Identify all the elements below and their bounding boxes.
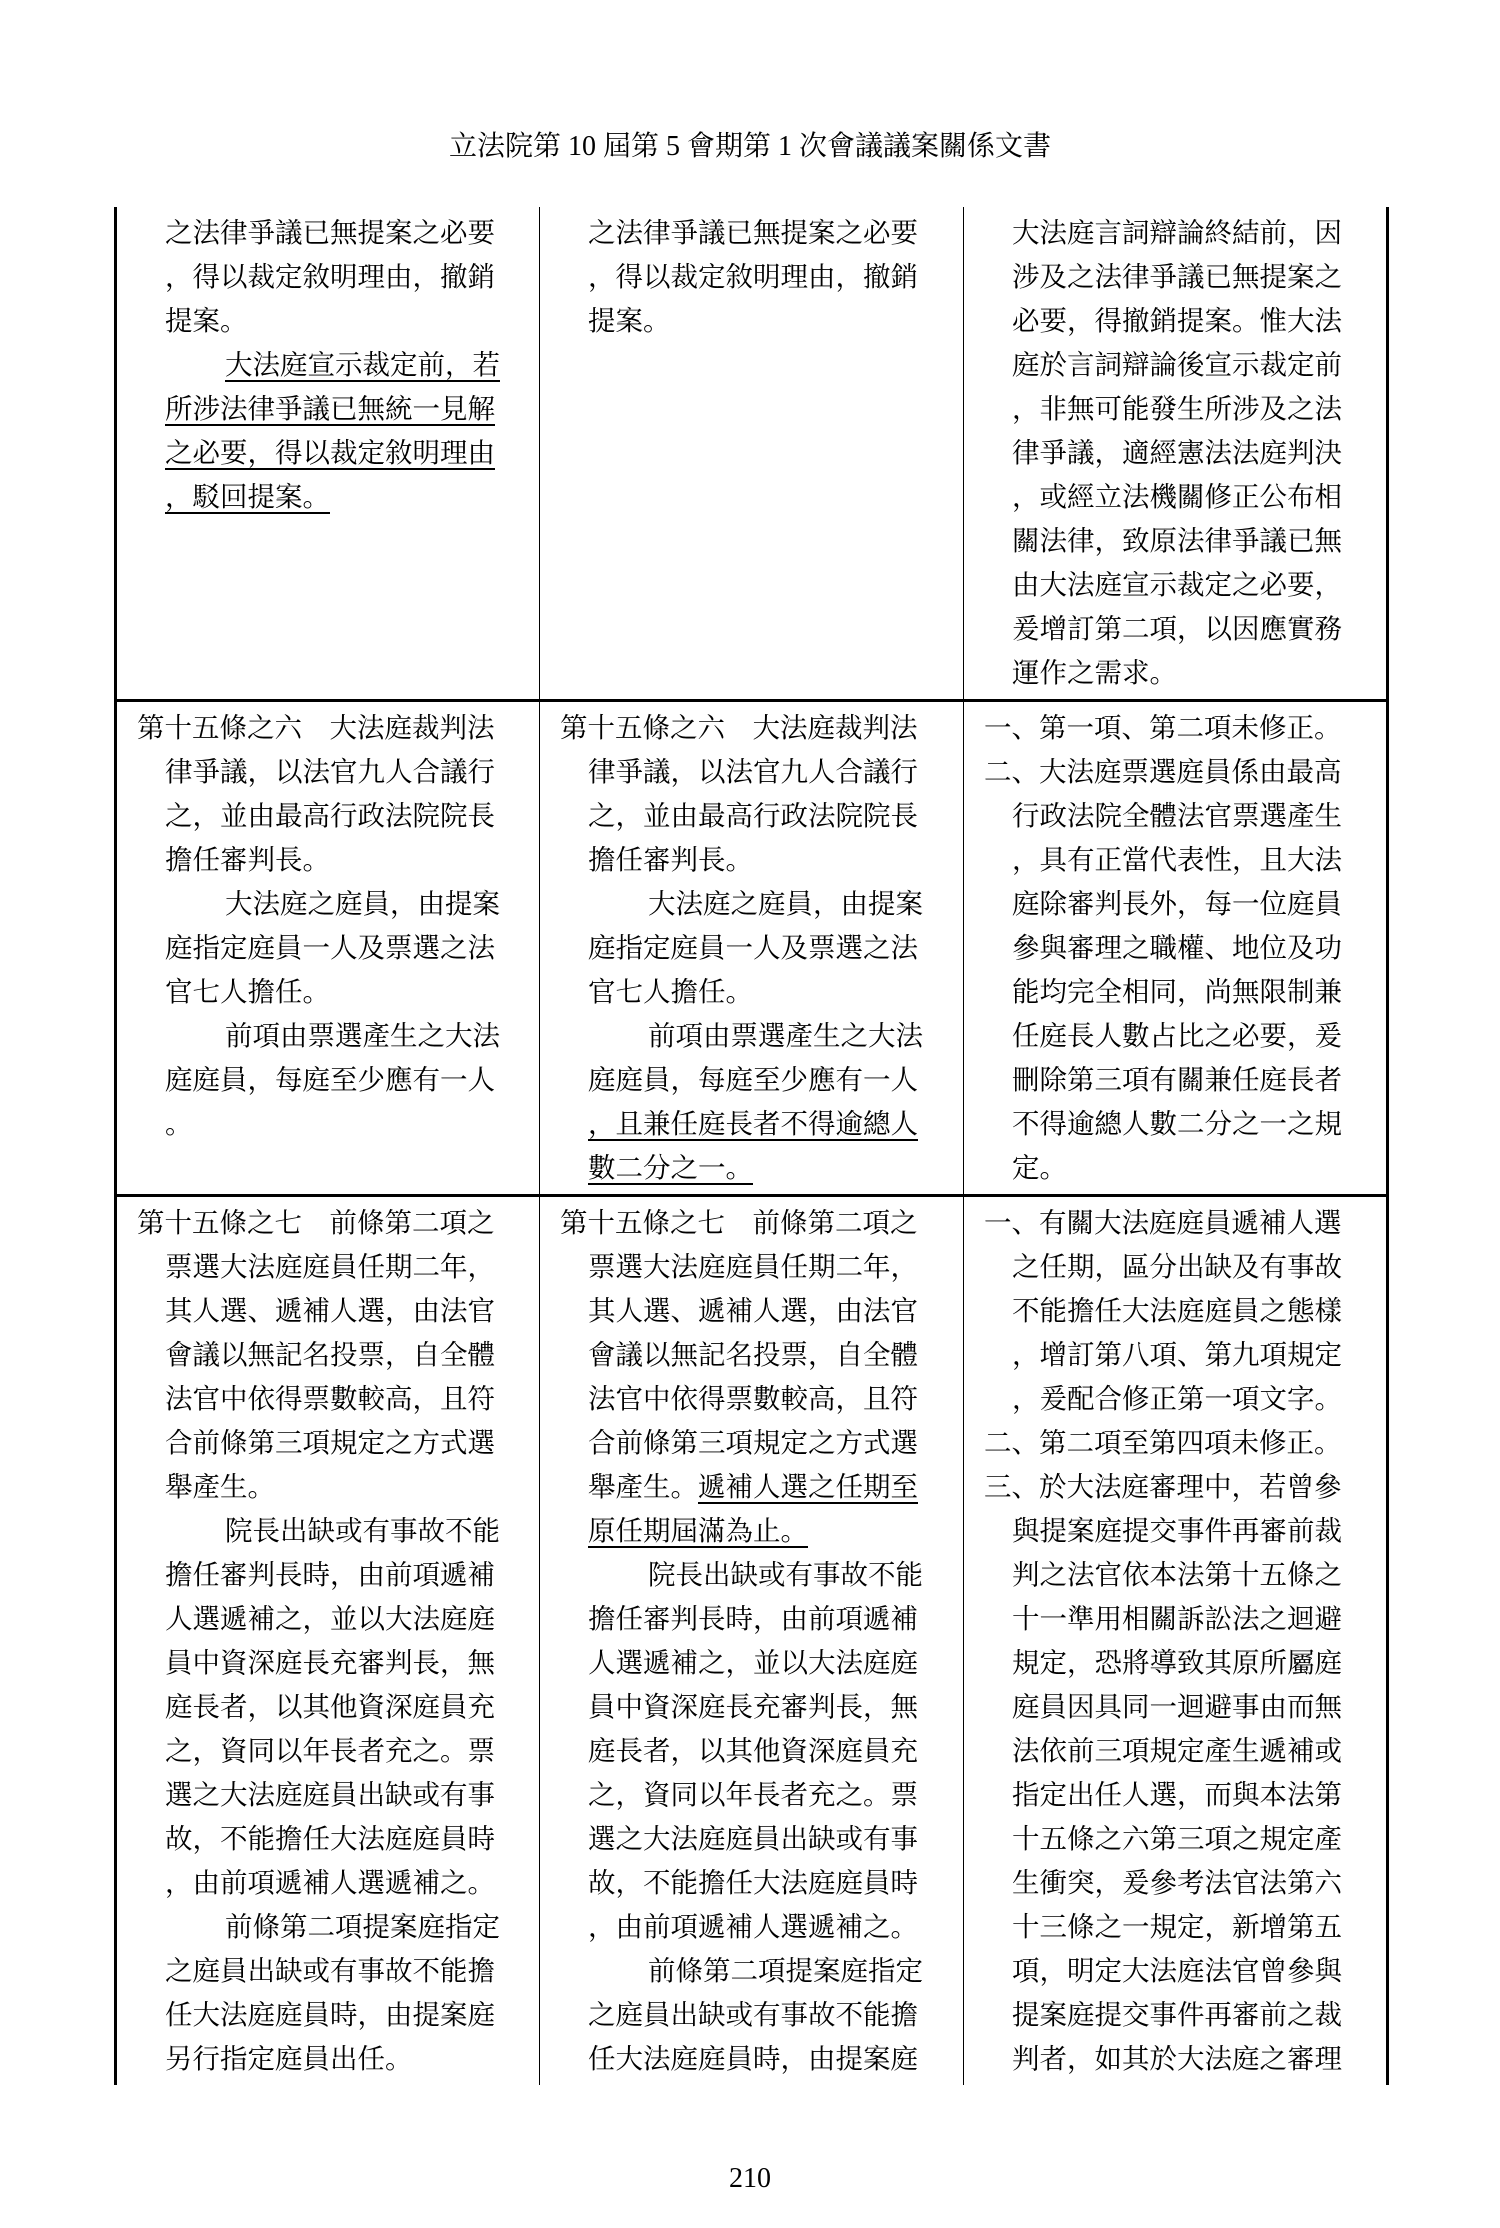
text-line: [540, 1817, 963, 1861]
line-text: 關法律，致原法律爭議已無: [1012, 525, 1342, 556]
line-text: 庭於言詞辯論後宣示裁定前: [1012, 349, 1342, 380]
line-text: 庭長者，以其他資深庭員充: [588, 1735, 918, 1766]
line-text: 大法庭之庭員，由提案: [648, 888, 923, 919]
text-line: [964, 1861, 1386, 1905]
line-text: 員中資深庭長充審判長，無: [165, 1647, 495, 1678]
document-header: 立法院第 10 屆第 5 會期第 1 次會議議案關係文書: [448, 131, 1051, 162]
underlined-amendment-text: ，且兼任庭長者不得逾總人: [588, 1108, 918, 1139]
line-text: 庭庭員，每庭至少應有一人: [588, 1064, 918, 1095]
text-line: [540, 1289, 963, 1333]
line-text: 行政法院全體法官票選產生: [1012, 800, 1342, 831]
line-text: 舉產生。: [165, 1471, 275, 1502]
line-text: 之法律爭議已無提案之必要: [588, 217, 918, 248]
text-line: [964, 431, 1386, 475]
line-text: 人選遞補之，並以大法庭庭: [165, 1603, 495, 1634]
line-text: 庭員因具同一迴避事由而無: [1012, 1691, 1342, 1722]
text-line: [964, 2037, 1386, 2081]
line-text: ，爰配合修正第一項文字。: [1012, 1383, 1342, 1414]
underlined-amendment-text: 所涉法律爭議已無統一見解: [165, 393, 495, 424]
line-text: 規定，恐將導致其原所屬庭: [1012, 1647, 1342, 1678]
text-line: [117, 431, 539, 475]
text-line: [964, 706, 1386, 750]
text-line: [964, 1905, 1386, 1949]
text-line: [540, 1201, 963, 1245]
text-line: [964, 1058, 1386, 1102]
line-text: 之，並由最高行政法院院長: [588, 800, 918, 831]
line-text: ，或經立法機關修正公布相: [1012, 481, 1342, 512]
underlined-amendment-text: 原任期屆滿為止。: [588, 1515, 808, 1546]
text-line: [964, 299, 1386, 343]
text-line: [540, 1465, 963, 1509]
underlined-amendment-text: ，駁回提案。: [165, 481, 330, 512]
line-text: 另行指定庭員出任。: [165, 2043, 413, 2074]
text-line: [540, 1058, 963, 1102]
text-line: [117, 1817, 539, 1861]
text-line: [540, 1949, 963, 1993]
text-line: [964, 1146, 1386, 1190]
page-number: 210: [729, 2163, 771, 2194]
line-text: 指定出任人選，而與本法第: [1012, 1779, 1342, 1810]
text-line: [964, 882, 1386, 926]
text-line: [540, 1861, 963, 1905]
text-line: [964, 838, 1386, 882]
text-line: [964, 651, 1386, 695]
line-text: 三、於大法庭審理中，若曾參: [984, 1471, 1342, 1502]
line-text: 與提案庭提交事件再審前裁: [1012, 1515, 1342, 1546]
line-text: 定。: [1012, 1152, 1067, 1183]
line-text: 十五條之六第三項之規定產: [1012, 1823, 1342, 1854]
text-line: [117, 1993, 539, 2037]
text-line: [540, 1245, 963, 1289]
cell-explanation: [964, 702, 1389, 1194]
text-line: [117, 343, 539, 387]
line-text: 任大法庭庭員時，由提案庭: [165, 1999, 495, 2030]
line-text: ，由前項遞補人選遞補之。: [588, 1911, 918, 1942]
text-line: [540, 750, 963, 794]
line-text: 提案。: [588, 305, 671, 336]
text-line: [540, 1014, 963, 1058]
line-text: 不能擔任大法庭庭員之態樣: [1012, 1295, 1342, 1326]
text-line: [540, 299, 963, 343]
text-line: [540, 1333, 963, 1377]
text-line: [964, 1201, 1386, 1245]
text-line: [117, 1597, 539, 1641]
text-line: [964, 387, 1386, 431]
text-line: [117, 838, 539, 882]
line-text: 提案。: [165, 305, 248, 336]
comparison-table: [114, 207, 1389, 2085]
line-text: 擔任審判長時，由前項遞補: [165, 1559, 495, 1590]
text-line: [964, 1014, 1386, 1058]
line-text: 法依前三項規定產生遞補或: [1012, 1735, 1342, 1766]
text-line: [964, 563, 1386, 607]
line-text: 運作之需求。: [1012, 657, 1177, 688]
text-line: [117, 1465, 539, 1509]
line-text: 舉產生。: [588, 1471, 698, 1502]
text-line: [964, 1597, 1386, 1641]
text-line: [964, 926, 1386, 970]
line-text: 票選大法庭庭員任期二年，: [165, 1251, 495, 1282]
underlined-amendment-text: 數二分之一。: [588, 1152, 753, 1183]
line-text: 庭指定庭員一人及票選之法: [588, 932, 918, 963]
line-text: 法官中依得票數較高，且符: [165, 1383, 495, 1414]
text-line: [540, 1102, 963, 1146]
text-line: [117, 387, 539, 431]
line-text: 項，明定大法庭法官曾參與: [1012, 1955, 1342, 1986]
line-text: 庭長者，以其他資深庭員充: [165, 1691, 495, 1722]
text-line: [964, 1641, 1386, 1685]
line-text: 會議以無記名投票，自全體: [165, 1339, 495, 1370]
line-text: ，具有正當代表性，且大法: [1012, 844, 1342, 875]
line-text: 之，資同以年長者充之。票: [588, 1779, 918, 1810]
line-text: 會議以無記名投票，自全體: [588, 1339, 918, 1370]
line-text: 院長出缺或有事故不能: [225, 1515, 500, 1546]
text-line: [117, 2037, 539, 2081]
text-line: [964, 1729, 1386, 1773]
text-line: [117, 1905, 539, 1949]
text-line: [540, 926, 963, 970]
line-text: ，由前項遞補人選遞補之。: [165, 1867, 495, 1898]
text-line: [117, 882, 539, 926]
text-line: [117, 1201, 539, 1245]
text-line: [540, 1905, 963, 1949]
line-text: 之法律爭議已無提案之必要: [165, 217, 495, 248]
line-text: 擔任審判長。: [165, 844, 330, 875]
text-line: [540, 1993, 963, 2037]
line-text: 法官中依得票數較高，且符: [588, 1383, 918, 1414]
text-line: [964, 1993, 1386, 2037]
line-text: 庭指定庭員一人及票選之法: [165, 932, 495, 963]
table-row: [114, 699, 1389, 1194]
text-line: [540, 1146, 963, 1190]
cell-explanation: [964, 1197, 1389, 2085]
text-line: [964, 1245, 1386, 1289]
line-text: 之任期，區分出缺及有事故: [1012, 1251, 1342, 1282]
line-text: 官七人擔任。: [588, 976, 753, 1007]
text-line: [117, 1553, 539, 1597]
text-line: [964, 1817, 1386, 1861]
line-text: 二、大法庭票選庭員係由最高: [984, 756, 1342, 787]
cell-amended-text: [114, 207, 540, 699]
text-line: [964, 1102, 1386, 1146]
line-text: 前項由票選產生之大法: [225, 1020, 500, 1051]
text-line: [540, 1641, 963, 1685]
line-text: 大法庭言詞辯論終結前，因: [1012, 217, 1342, 248]
line-text: ，得以裁定敘明理由，撤銷: [588, 261, 918, 292]
text-line: [117, 1102, 539, 1146]
text-line: [117, 1377, 539, 1421]
text-line: [117, 1245, 539, 1289]
underlined-amendment-text: 之必要，得以裁定敘明理由: [165, 437, 495, 468]
cell-current-text: [540, 1197, 964, 2085]
text-line: [964, 1685, 1386, 1729]
text-line: [117, 475, 539, 519]
text-line: [117, 1773, 539, 1817]
line-text: 律爭議，以法官九人合議行: [588, 756, 918, 787]
cell-amended-text: [114, 1197, 540, 2085]
line-text: 其人選、遞補人選，由法官: [165, 1295, 495, 1326]
line-text: 前條第二項提案庭指定: [648, 1955, 923, 1986]
text-line: [117, 1058, 539, 1102]
text-line: [964, 1421, 1386, 1465]
line-text: 票選大法庭庭員任期二年，: [588, 1251, 918, 1282]
text-line: [964, 1333, 1386, 1377]
line-text: 擔任審判長。: [588, 844, 753, 875]
cell-explanation: [964, 207, 1389, 699]
text-line: [117, 1421, 539, 1465]
line-text: 不得逾總人數二分之一之規: [1012, 1108, 1342, 1139]
text-line: [964, 255, 1386, 299]
text-line: [540, 2037, 963, 2081]
line-text: 十三條之一規定，新增第五: [1012, 1911, 1342, 1942]
text-line: [540, 838, 963, 882]
text-line: [540, 1377, 963, 1421]
line-text: 合前條第三項規定之方式選: [588, 1427, 918, 1458]
line-text: 參與審理之職權、地位及功: [1012, 932, 1342, 963]
line-text: 人選遞補之，並以大法庭庭: [588, 1647, 918, 1678]
line-text: 第十五條之七 前條第二項之: [560, 1207, 918, 1238]
line-text: 判之法官依本法第十五條之: [1012, 1559, 1342, 1590]
text-line: [540, 970, 963, 1014]
line-text: 第十五條之七 前條第二項之: [137, 1207, 495, 1238]
text-line: [540, 1553, 963, 1597]
text-line: [540, 255, 963, 299]
table-row: [114, 207, 1389, 699]
line-text: 生衝突，爰參考法官法第六: [1012, 1867, 1342, 1898]
text-line: [117, 926, 539, 970]
text-line: [117, 211, 539, 255]
text-line: [964, 1509, 1386, 1553]
underlined-amendment-text: 大法庭宣示裁定前，若: [225, 349, 500, 380]
line-text: 其人選、遞補人選，由法官: [588, 1295, 918, 1326]
line-text: 爰增訂第二項，以因應實務: [1012, 613, 1342, 644]
line-text: ，非無可能發生所涉及之法: [1012, 393, 1342, 424]
line-text: 選之大法庭庭員出缺或有事: [165, 1779, 495, 1810]
line-text: 擔任審判長時，由前項遞補: [588, 1603, 918, 1634]
text-line: [964, 607, 1386, 651]
text-line: [540, 794, 963, 838]
line-text: 之，並由最高行政法院院長: [165, 800, 495, 831]
line-text: 故，不能擔任大法庭庭員時: [165, 1823, 495, 1854]
text-line: [540, 706, 963, 750]
line-text: 刪除第三項有關兼任庭長者: [1012, 1064, 1342, 1095]
line-text: 任大法庭庭員時，由提案庭: [588, 2043, 918, 2074]
line-text: 官七人擔任。: [165, 976, 330, 1007]
text-line: [117, 299, 539, 343]
text-line: [964, 1377, 1386, 1421]
text-line: [117, 255, 539, 299]
text-line: [964, 1553, 1386, 1597]
line-text: 一、有關大法庭庭員遞補人選: [984, 1207, 1342, 1238]
line-text: 故，不能擔任大法庭庭員時: [588, 1867, 918, 1898]
text-line: [117, 1861, 539, 1905]
text-line: [117, 970, 539, 1014]
line-text: 任庭長人數占比之必要，爰: [1012, 1020, 1342, 1051]
text-line: [964, 211, 1386, 255]
text-line: [964, 519, 1386, 563]
text-line: [540, 882, 963, 926]
line-text: 。: [165, 1108, 193, 1139]
line-text: 前項由票選產生之大法: [648, 1020, 923, 1051]
line-text: 院長出缺或有事故不能: [648, 1559, 923, 1590]
line-text: 合前條第三項規定之方式選: [165, 1427, 495, 1458]
text-line: [117, 1729, 539, 1773]
text-line: [117, 1289, 539, 1333]
line-text: 二、第二項至第四項未修正。: [984, 1427, 1342, 1458]
text-line: [964, 750, 1386, 794]
text-line: [117, 706, 539, 750]
line-text: 第十五條之六 大法庭裁判法: [137, 712, 495, 743]
text-line: [117, 1949, 539, 1993]
line-text: 大法庭之庭員，由提案: [225, 888, 500, 919]
line-text: 一、第一項、第二項未修正。: [984, 712, 1342, 743]
line-text: 庭庭員，每庭至少應有一人: [165, 1064, 495, 1095]
cell-current-text: [540, 207, 964, 699]
text-line: [964, 343, 1386, 387]
line-text: 庭除審判長外，每一位庭員: [1012, 888, 1342, 919]
text-line: [964, 1949, 1386, 1993]
text-line: [964, 794, 1386, 838]
line-text: 必要，得撤銷提案。惟大法: [1012, 305, 1342, 336]
text-line: [540, 1421, 963, 1465]
line-text: 十一準用相關訴訟法之迴避: [1012, 1603, 1342, 1634]
line-text: 之庭員出缺或有事故不能擔: [588, 1999, 918, 2030]
line-text: 提案庭提交事件再審前之裁: [1012, 1999, 1342, 2030]
line-text: ，增訂第八項、第九項規定: [1012, 1339, 1342, 1370]
text-line: [117, 1641, 539, 1685]
line-text: 律爭議，以法官九人合議行: [165, 756, 495, 787]
text-line: [117, 1509, 539, 1553]
text-line: [964, 1465, 1386, 1509]
line-text: 員中資深庭長充審判長，無: [588, 1691, 918, 1722]
line-text: 選之大法庭庭員出缺或有事: [588, 1823, 918, 1854]
line-text: 之，資同以年長者充之。票: [165, 1735, 495, 1766]
line-text: 前條第二項提案庭指定: [225, 1911, 500, 1942]
line-text: 判者，如其於大法庭之審理: [1012, 2043, 1342, 2074]
text-line: [117, 750, 539, 794]
line-text: ，得以裁定敘明理由，撤銷: [165, 261, 495, 292]
text-line: [540, 1773, 963, 1817]
text-line: [540, 1729, 963, 1773]
cell-amended-text: [114, 702, 540, 1194]
text-line: [964, 1289, 1386, 1333]
text-line: [117, 1014, 539, 1058]
line-text: 涉及之法律爭議已無提案之: [1012, 261, 1342, 292]
text-line: [964, 970, 1386, 1014]
line-text: 由大法庭宣示裁定之必要，: [1012, 569, 1342, 600]
text-line: [964, 475, 1386, 519]
text-line: [117, 1685, 539, 1729]
text-line: [117, 794, 539, 838]
line-text: 能均完全相同，尚無限制兼: [1012, 976, 1342, 1007]
line-text: 第十五條之六 大法庭裁判法: [560, 712, 918, 743]
cell-current-text: [540, 702, 964, 1194]
text-line: [964, 1773, 1386, 1817]
text-line: [540, 211, 963, 255]
text-line: [540, 1597, 963, 1641]
text-line: [540, 1685, 963, 1729]
table-row: [114, 1194, 1389, 2085]
underlined-amendment-text: 遞補人選之任期至: [698, 1471, 918, 1502]
text-line: [540, 1509, 963, 1553]
line-text: 律爭議，適經憲法法庭判決: [1012, 437, 1342, 468]
text-line: [117, 1333, 539, 1377]
line-text: 之庭員出缺或有事故不能擔: [165, 1955, 495, 1986]
